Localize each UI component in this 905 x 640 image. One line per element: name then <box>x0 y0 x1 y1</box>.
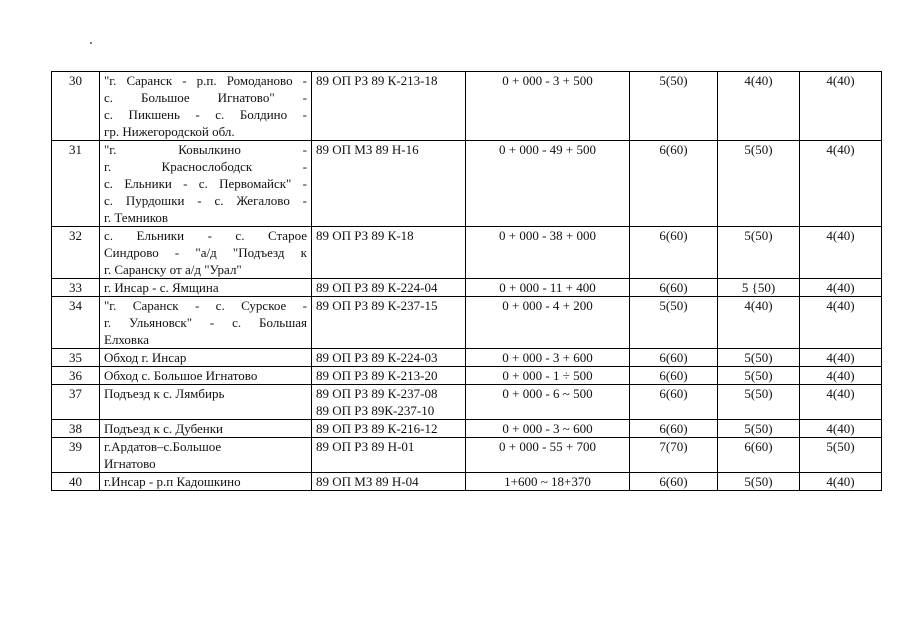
road-name-line: г.Инсар - р.п Кадошкино <box>104 474 241 489</box>
table-row <box>52 367 882 385</box>
road-name-line: г.Ардатов–с.Большое <box>104 439 222 454</box>
road-code-line: 89 ОП РЗ 89 К-216-12 <box>316 421 438 436</box>
road-code-line: 89 ОП РЗ 89 К-237-15 <box>316 298 438 313</box>
km-range: 0 + 000 - 6 ~ 500 <box>466 385 630 420</box>
road-name-line: г. Саранску от а/д "Урал" <box>104 262 242 277</box>
road-name <box>100 473 312 491</box>
road-name <box>100 367 312 385</box>
km-range: 1+600 ~ 18+370 <box>466 473 630 491</box>
table-row <box>52 141 882 227</box>
table-row <box>52 473 882 491</box>
road-name <box>100 279 312 297</box>
km-range: 0 + 000 - 1 ÷ 500 <box>466 367 630 385</box>
table-row <box>52 297 882 349</box>
road-code-line: 89 ОП РЗ 89К-237-10 <box>316 403 435 418</box>
value-col-2: 6(60) <box>718 438 800 473</box>
road-code <box>312 72 466 141</box>
road-name <box>100 438 312 473</box>
road-name-line: "г. Саранск - с. Сурское - <box>104 298 307 313</box>
table-body <box>52 72 882 491</box>
road-code <box>312 473 466 491</box>
row-number: 32 <box>52 227 100 279</box>
table-row <box>52 279 882 297</box>
road-name-line: с. Ельники - с. Первомайск" - <box>104 176 307 191</box>
value-col-1: 6(60) <box>630 420 718 438</box>
road-name <box>100 420 312 438</box>
road-code <box>312 141 466 227</box>
table-row <box>52 420 882 438</box>
road-code <box>312 227 466 279</box>
km-range: 0 + 000 - 38 + 000 <box>466 227 630 279</box>
road-code <box>312 367 466 385</box>
road-name-line: с. Большое Игнатово" - <box>104 90 307 105</box>
table-row <box>52 385 882 420</box>
road-name-line: Обход г. Инсар <box>104 350 187 365</box>
value-col-2: 5(50) <box>718 473 800 491</box>
road-name-line: Игнатово <box>104 456 156 471</box>
road-code-line: 89 ОП РЗ 89 К-18 <box>316 228 414 243</box>
row-number: 36 <box>52 367 100 385</box>
road-name-line: Подъезд к с. Дубенки <box>104 421 224 436</box>
value-col-3: 4(40) <box>800 297 882 349</box>
value-col-1: 6(60) <box>630 473 718 491</box>
table-row <box>52 349 882 367</box>
value-col-3: 4(40) <box>800 473 882 491</box>
road-name <box>100 349 312 367</box>
value-col-1: 6(60) <box>630 141 718 227</box>
value-col-2: 5(50) <box>718 420 800 438</box>
value-col-1: 6(60) <box>630 279 718 297</box>
km-range: 0 + 000 - 3 + 600 <box>466 349 630 367</box>
road-name <box>100 141 312 227</box>
row-number: 35 <box>52 349 100 367</box>
road-name-line: г. Инсар - с. Ямщина <box>104 280 219 295</box>
value-col-3: 4(40) <box>800 227 882 279</box>
road-code-line: 89 ОП РЗ 89 К-224-04 <box>316 280 438 295</box>
road-code-line: 89 ОП РЗ 89 К-224-03 <box>316 350 438 365</box>
row-number: 33 <box>52 279 100 297</box>
table-row <box>52 227 882 279</box>
km-range: 0 + 000 - 3 + 500 <box>466 72 630 141</box>
row-number: 40 <box>52 473 100 491</box>
row-number: 34 <box>52 297 100 349</box>
value-col-2: 4(40) <box>718 72 800 141</box>
value-col-1: 7(70) <box>630 438 718 473</box>
road-name-line: с. Пикшень - с. Болдино - <box>104 107 307 122</box>
value-col-1: 5(50) <box>630 297 718 349</box>
road-name-line: г. Ульяновск" - с. Большая <box>104 315 307 330</box>
road-code-line: 89 ОП РЗ 89 К-237-08 <box>316 386 438 401</box>
road-code <box>312 385 466 420</box>
road-name-line: гр. Нижегородской обл. <box>104 124 235 139</box>
road-name-line: "г. Саранск - р.п. Ромоданово - <box>104 73 307 88</box>
road-name-line: г. Краснослободск - <box>104 159 307 174</box>
value-col-2: 5(50) <box>718 141 800 227</box>
road-code-line: 89 ОП РЗ 89 Н-01 <box>316 439 415 454</box>
road-code-line: 89 ОП РЗ 89 К-213-20 <box>316 368 438 383</box>
scan-speck <box>90 42 92 44</box>
road-name-line: г. Темников <box>104 210 169 225</box>
value-col-1: 6(60) <box>630 349 718 367</box>
road-name <box>100 385 312 420</box>
road-name-line: с. Пурдошки - с. Жегалово - <box>104 193 307 208</box>
row-number: 39 <box>52 438 100 473</box>
row-number: 37 <box>52 385 100 420</box>
km-range: 0 + 000 - 3 ~ 600 <box>466 420 630 438</box>
road-name-line: Подъезд к с. Лямбирь <box>104 386 225 401</box>
row-number: 31 <box>52 141 100 227</box>
value-col-3: 4(40) <box>800 349 882 367</box>
road-code <box>312 420 466 438</box>
value-col-1: 6(60) <box>630 227 718 279</box>
road-code <box>312 297 466 349</box>
row-number: 30 <box>52 72 100 141</box>
road-name <box>100 227 312 279</box>
road-name-line: с. Ельники - с. Старое <box>104 228 307 243</box>
value-col-3: 4(40) <box>800 367 882 385</box>
road-name-line: Обход с. Большое Игнатово <box>104 368 258 383</box>
road-code-line: 89 ОП МЗ 89 Н-04 <box>316 474 419 489</box>
value-col-3: 4(40) <box>800 141 882 227</box>
value-col-3: 4(40) <box>800 385 882 420</box>
road-name-line: "г. Ковылкино - <box>104 142 307 157</box>
roads-table <box>51 71 882 491</box>
value-col-3: 4(40) <box>800 420 882 438</box>
road-code <box>312 279 466 297</box>
value-col-3: 5(50) <box>800 438 882 473</box>
road-code <box>312 438 466 473</box>
value-col-2: 4(40) <box>718 297 800 349</box>
value-col-1: 5(50) <box>630 72 718 141</box>
value-col-2: 5 {50) <box>718 279 800 297</box>
road-code-line: 89 ОП МЗ 89 Н-16 <box>316 142 419 157</box>
table-row <box>52 438 882 473</box>
value-col-3: 4(40) <box>800 72 882 141</box>
road-name-line: Елховка <box>104 332 149 347</box>
value-col-2: 5(50) <box>718 367 800 385</box>
value-col-2: 5(50) <box>718 227 800 279</box>
value-col-1: 6(60) <box>630 367 718 385</box>
road-name <box>100 72 312 141</box>
table-row <box>52 72 882 141</box>
value-col-1: 6(60) <box>630 385 718 420</box>
value-col-2: 5(50) <box>718 349 800 367</box>
km-range: 0 + 000 - 55 + 700 <box>466 438 630 473</box>
road-name-line: Синдрово - "а/д "Подъезд к <box>104 245 307 260</box>
value-col-2: 5(50) <box>718 385 800 420</box>
value-col-3: 4(40) <box>800 279 882 297</box>
km-range: 0 + 000 - 4 + 200 <box>466 297 630 349</box>
km-range: 0 + 000 - 11 + 400 <box>466 279 630 297</box>
road-name <box>100 297 312 349</box>
row-number: 38 <box>52 420 100 438</box>
km-range: 0 + 000 - 49 + 500 <box>466 141 630 227</box>
road-code-line: 89 ОП РЗ 89 К-213-18 <box>316 73 438 88</box>
road-code <box>312 349 466 367</box>
